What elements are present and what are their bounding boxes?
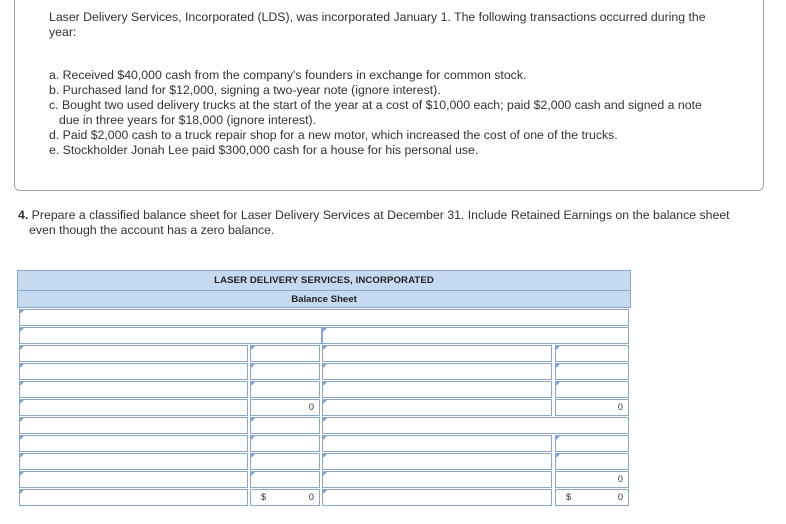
- right-subtotal-label-input[interactable]: [322, 399, 552, 416]
- balance-sheet-header: [17, 270, 631, 308]
- left-amount-input-5[interactable]: [250, 435, 320, 452]
- right-total-currency: $: [566, 492, 572, 502]
- right-account-input-3[interactable]: [322, 381, 552, 398]
- right-total-cell: [555, 489, 629, 506]
- right-total-value: 0: [617, 492, 623, 502]
- left-amount-input-4[interactable]: [250, 417, 320, 434]
- question-number: 4.: [18, 208, 29, 222]
- right-subtotal2-label-input[interactable]: [322, 471, 552, 488]
- right-amount-input-1[interactable]: [555, 345, 629, 362]
- total-liabilities-equity-label-input[interactable]: [322, 489, 552, 506]
- right-subtotal-cell: [555, 399, 629, 416]
- problem-intro-line1: Laser Delivery Services, Incorporated (LDS), was incorporated January 1. The following transactions occurred during the: [49, 10, 706, 24]
- header-divider: [18, 290, 630, 291]
- transaction-e: e. Stockholder Jonah Lee paid $300,000 cash for a house for his personal use.: [49, 143, 479, 157]
- transaction-c-cont: due in three years for $18,000 (ignore interest).: [59, 113, 317, 127]
- right-account-input-5[interactable]: [322, 453, 552, 470]
- left-amount-input-6[interactable]: [250, 453, 320, 470]
- right-account-input-4[interactable]: [322, 435, 552, 452]
- right-section-heading-input[interactable]: [322, 327, 629, 344]
- left-total-value: 0: [308, 492, 314, 502]
- left-subtotal-value: 0: [308, 402, 314, 412]
- right-subtotal-value: 0: [617, 402, 623, 412]
- right-amount-input-2[interactable]: [555, 363, 629, 380]
- total-assets-label-input[interactable]: [19, 489, 248, 506]
- left-section-heading-input[interactable]: [19, 327, 322, 344]
- left-subtotal-cell: [250, 399, 320, 416]
- right-amount-input-4[interactable]: [555, 435, 629, 452]
- left-account-input-7[interactable]: [19, 471, 248, 488]
- right-subtotal2-cell: [555, 471, 629, 488]
- left-account-input-2[interactable]: [19, 363, 248, 380]
- transaction-a: a. Received $40,000 cash from the company's founders in exchange for common stock.: [49, 68, 527, 82]
- left-total-cell: [250, 489, 320, 506]
- company-name: LASER DELIVERY SERVICES, INCORPORATED: [214, 275, 434, 286]
- left-amount-input-2[interactable]: [250, 363, 320, 380]
- transaction-c: c. Bought two used delivery trucks at the start of the year at a cost of $10,000 each; paid $2,000 cash and signed a note: [49, 98, 702, 112]
- question-4: [18, 208, 730, 223]
- question-line1: Prepare a classified balance sheet for Laser Delivery Services at December 31. Include Retained Earnings on the balance sheet: [28, 208, 730, 222]
- left-account-input-5[interactable]: [19, 435, 248, 452]
- left-amount-input-7[interactable]: [250, 471, 320, 488]
- left-amount-input-3[interactable]: [250, 381, 320, 398]
- left-subtotal-label-input[interactable]: [19, 399, 248, 416]
- problem-intro-line2: year:: [49, 25, 77, 39]
- left-account-input-3[interactable]: [19, 381, 248, 398]
- right-amount-input-5[interactable]: [555, 453, 629, 470]
- balance-sheet-worksheet: [17, 270, 631, 513]
- transaction-d: d. Paid $2,000 cash to a truck repair shop for a new motor, which increased the cost of one of the trucks.: [49, 128, 618, 142]
- transaction-b: b. Purchased land for $12,000, signing a two-year note (ignore interest).: [49, 83, 441, 97]
- left-total-currency: $: [261, 492, 267, 502]
- right-account-input-2[interactable]: [322, 363, 552, 380]
- right-subtotal2-value: 0: [617, 474, 623, 484]
- statement-title: Balance Sheet: [291, 294, 357, 305]
- left-account-input-4[interactable]: [19, 417, 248, 434]
- left-account-input-1[interactable]: [19, 345, 248, 362]
- question-line2: even though the account has a zero balance.: [29, 223, 275, 237]
- date-input[interactable]: [19, 309, 629, 326]
- right-section-heading-input-2[interactable]: [322, 417, 629, 434]
- left-amount-input-1[interactable]: [250, 345, 320, 362]
- left-account-input-6[interactable]: [19, 453, 248, 470]
- right-amount-input-3[interactable]: [555, 381, 629, 398]
- right-account-input-1[interactable]: [322, 345, 552, 362]
